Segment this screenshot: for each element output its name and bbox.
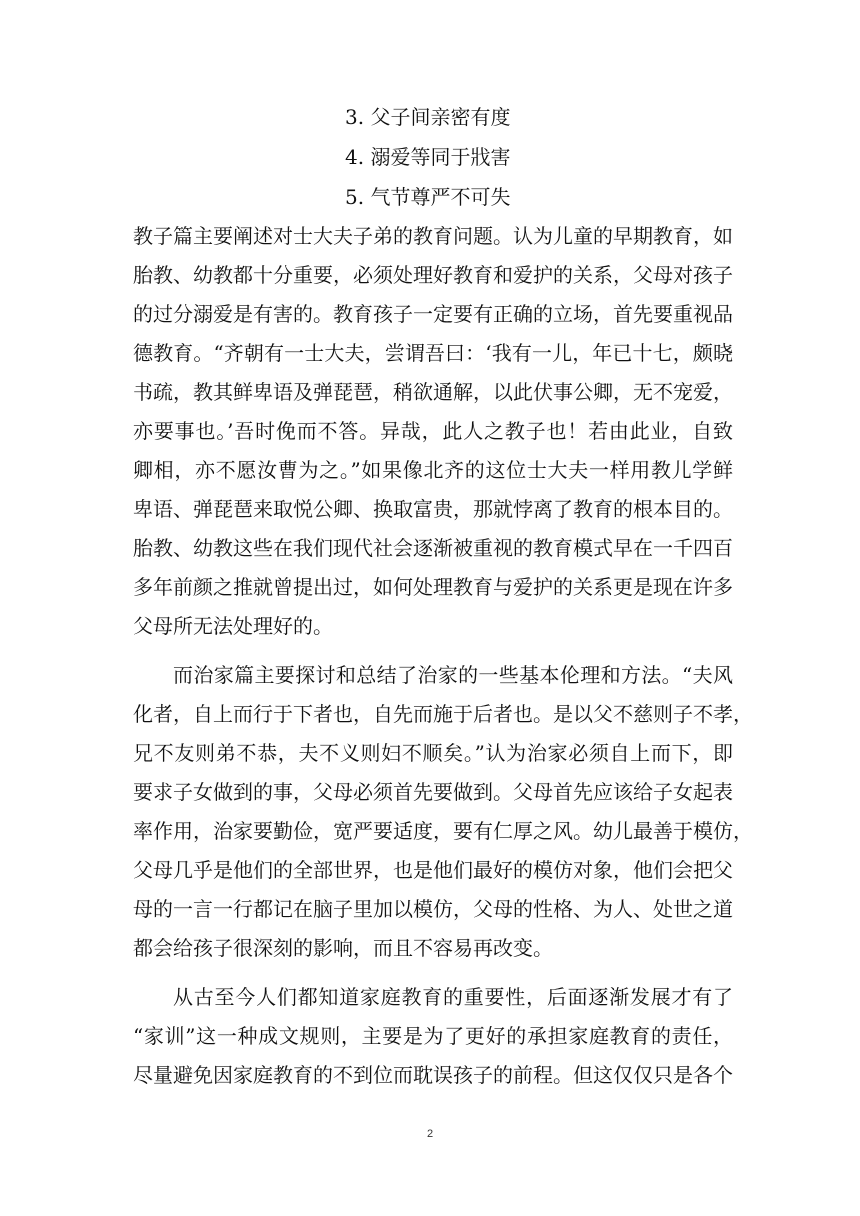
- text-line: 胎教、幼教这些在我们现代社会逐渐被重视的教育模式早在一千四百: [133, 536, 733, 560]
- text-line: 卿相，亦不愿汝曹为之。”如果像北齐的这位士大夫一样用教儿学鲜: [133, 458, 733, 482]
- text-line: 德教育。“齐朝有一士大夫，尝谓吾曰：‘我有一儿，年已十七，颇晓: [133, 341, 733, 365]
- text-line: 亦要事也。’吾时俛而不答。异哉，此人之教子也！若由此业，自致: [133, 419, 733, 443]
- text-line: 尽量避免因家庭教育的不到位而耽误孩子的前程。但这仅仅只是各个: [133, 1063, 733, 1087]
- text-line: 率作用，治家要勤俭，宽严要适度，要有仁厚之风。幼儿最善于模仿，: [133, 819, 753, 843]
- text-line: 化者，自上而行于下者也，自先而施于后者也。是以父不慈则子不孝，: [133, 702, 753, 726]
- text-line: 书疏，教其鲜卑语及弹琵琶，稍欲通解，以此伏事公卿，无不宠爱，: [133, 380, 733, 404]
- text-line: 父母所无法处理好的。: [133, 614, 333, 638]
- text-line: 都会给孩子很深刻的影响，而且不容易再改变。: [133, 936, 553, 960]
- list-item: 4. 溺爱等同于戕害: [345, 145, 511, 169]
- text-line: 卑语、弹琵琶来取悦公卿、换取富贵，那就悖离了教育的根本目的。: [133, 497, 733, 521]
- text-line: 要求子女做到的事，父母必须首先要做到。父母首先应该给子女起表: [133, 780, 733, 804]
- text-line: 教子篇主要阐述对士大夫子弟的教育问题。认为儿童的早期教育，如: [133, 224, 733, 248]
- text-line: 而治家篇主要探讨和总结了治家的一些基本伦理和方法。“夫风: [173, 663, 733, 687]
- text-line: 父母几乎是他们的全部世界，也是他们最好的模仿对象，他们会把父: [133, 858, 733, 882]
- text-line: 从古至今人们都知道家庭教育的重要性，后面逐渐发展才有了: [173, 985, 733, 1009]
- text-line: 兄不友则弟不恭，夫不义则妇不顺矣。”认为治家必须自上而下，即: [133, 741, 733, 765]
- text-line: 母的一言一行都记在脑子里加以模仿，父母的性格、为人、处世之道: [133, 897, 733, 921]
- list-item: 5. 气节尊严不可失: [345, 185, 511, 209]
- list-item: 3. 父子间亲密有度: [345, 105, 511, 129]
- text-line: 的过分溺爱是有害的。教育孩子一定要有正确的立场，首先要重视品: [133, 302, 733, 326]
- text-line: 胎教、幼教都十分重要，必须处理好教育和爱护的关系，父母对孩子: [133, 263, 733, 287]
- text-line: 多年前颜之推就曾提出过，如何处理教育与爱护的关系更是现在许多: [133, 575, 733, 599]
- page-number: 2: [426, 1128, 434, 1140]
- text-line: “家训”这一种成文规则，主要是为了更好的承担家庭教育的责任，: [133, 1024, 733, 1048]
